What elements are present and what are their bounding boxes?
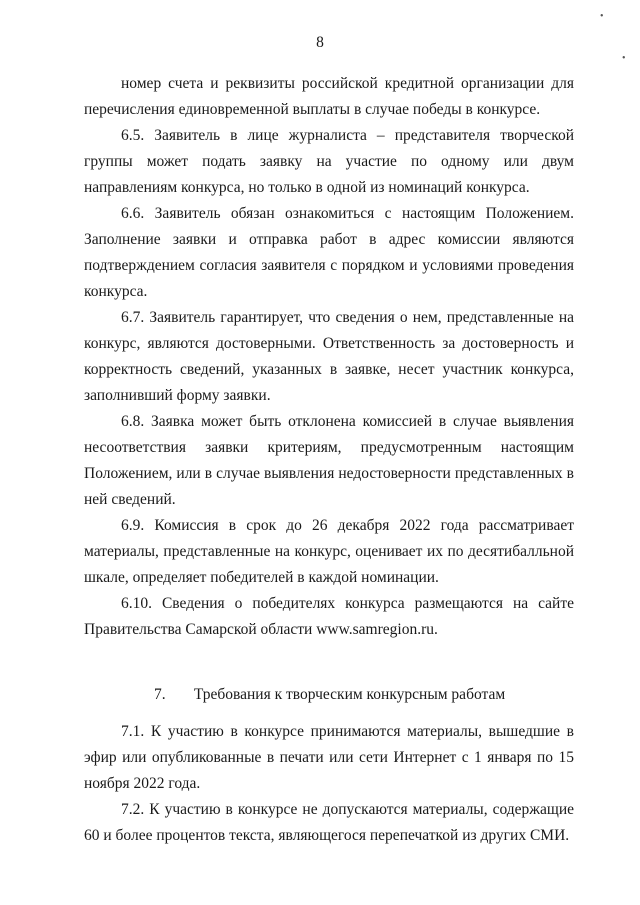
paragraph-6-6: 6.6. Заявитель обязан ознакомиться с настоящим Положением. Заполнение заявки и отправка работ в адрес комиссии являются подтверждением согласия заявителя с порядком и условиями проведения конкурса. [84, 205, 574, 300]
paragraph-7-2: 7.2. К участию в конкурсе не допускаются материалы, содержащие 60 и более процентов текста, являющегося перепечаткой из других СМИ. [84, 801, 574, 844]
paragraph-7-1: 7.1. К участию в конкурсе принимаются материалы, вышедшие в эфир или опубликованные в печати или сети Интернет с 1 января по 15 ноября 2022 года. [84, 723, 574, 792]
section-number: 7. [154, 686, 166, 703]
paragraph-continuation: номер счета и реквизиты российской кредитной организации для перечисления единовременной выплаты в случае победы в конкурсе. [84, 75, 574, 118]
document-body [84, 71, 574, 849]
paragraph-6-5: 6.5. Заявитель в лице журналиста – представителя творческой группы может подать заявку на участие по одному или двум направлениям конкурса, но только в одной из номинаций конкурса. [84, 127, 574, 196]
page-number: 8 [316, 34, 324, 51]
paragraph-6-8: 6.8. Заявка может быть отклонена комиссией в случае выявления несоответствия заявки критериям, предусмотренным настоящим Положением, или в случае выявления недостоверности представленных в ней сведений. [84, 413, 574, 508]
paragraph-6-9: 6.9. Комиссия в срок до 26 декабря 2022 года рассматривает материалы, представленные на конкурс, оценивает их по десятибалльной шкале, определяет победителей в каждой номинации. [84, 517, 574, 586]
scan-speck: • [600, 11, 604, 22]
section-heading [84, 682, 574, 708]
paragraph-6-7: 6.7. Заявитель гарантирует, что сведения о нем, представленные на конкурс, являются достоверными. Ответственность за достоверность и корректность сведений, указанных в заявке, несет участник конкурса, заполнивший форму заявки. [84, 309, 574, 404]
scan-speck: • [622, 53, 626, 64]
paragraph-6-10: 6.10. Сведения о победителях конкурса размещаются на сайте Правительства Самарской области www.samregion.ru. [84, 595, 574, 638]
section-title: Требования к творческим конкурсным работам [193, 686, 506, 703]
section-spacer [84, 643, 574, 670]
